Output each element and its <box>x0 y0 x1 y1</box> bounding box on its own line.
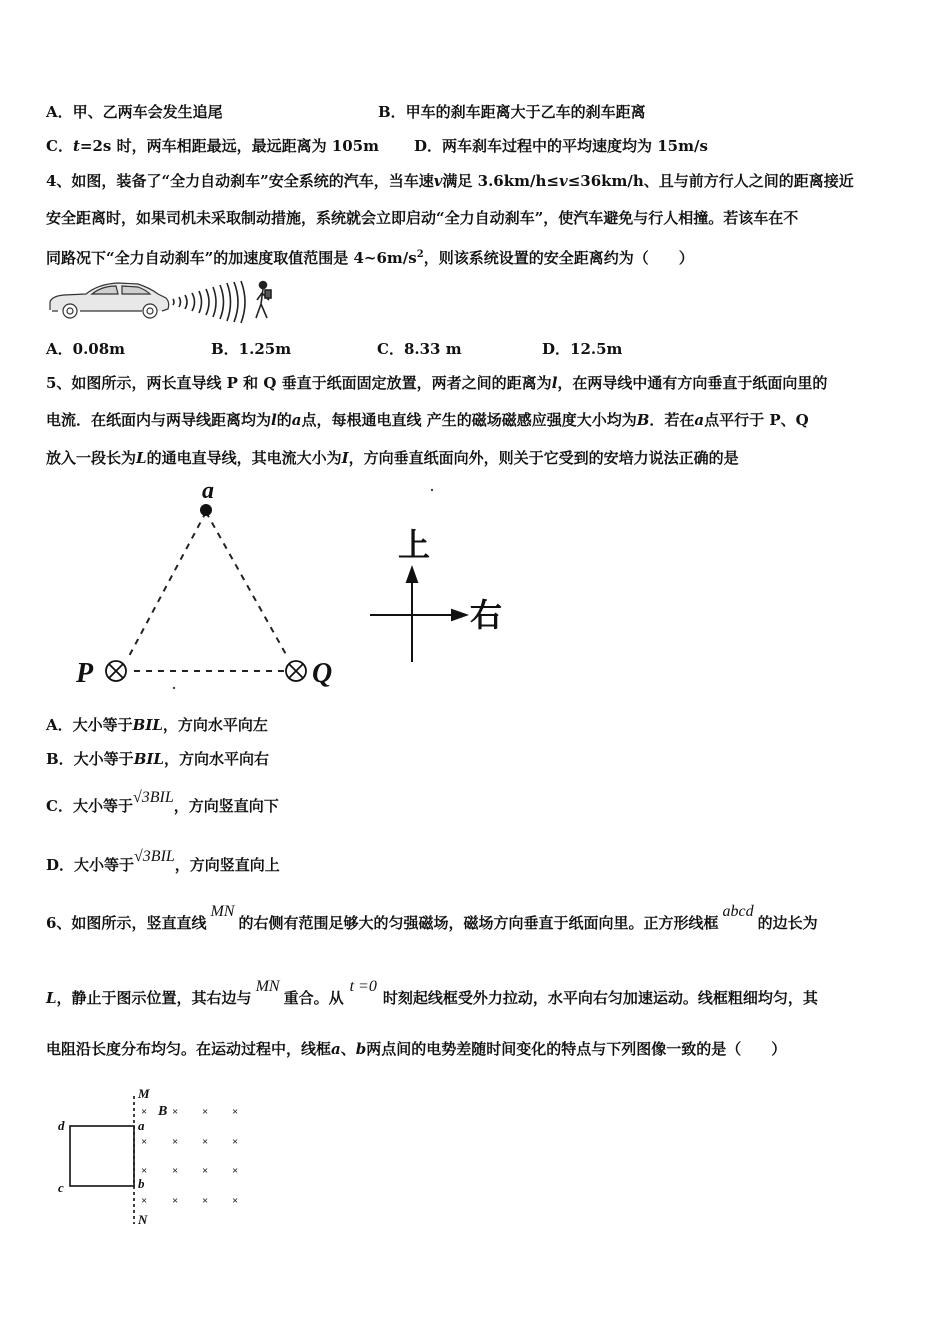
svg-text:×: × <box>202 1165 209 1177</box>
q3-option-c: C．t=2s 时，两车相距最远，最远距离为 105m <box>46 137 379 155</box>
svg-text:×: × <box>202 1106 209 1118</box>
wire-p-icon <box>106 661 126 681</box>
q5-option-c: C．大小等于√3BIL，方向竖直向下 <box>46 789 279 815</box>
label-p: P <box>76 658 94 689</box>
q3-option-a: A．甲、乙两车会发生追尾 <box>46 103 223 121</box>
label-up: 上 <box>398 527 431 563</box>
svg-text:×: × <box>232 1195 239 1207</box>
svg-text:×: × <box>202 1195 209 1207</box>
label-m: M <box>138 1086 150 1101</box>
q6-stem-line1: 6、如图所示，竖直直线MN的右侧有范围足够大的匀强磁场，磁场方向垂直于纸面向里。正方形线框abcd的边长为 <box>46 903 818 932</box>
q3-option-d: D．两车刹车过程中的平均速度均为 15m/s <box>414 137 708 155</box>
svg-text:×: × <box>172 1136 179 1148</box>
svg-text:×: × <box>172 1106 179 1118</box>
q6-stem-line3: 电阻沿长度分布均匀。在运动过程中，线框a、b两点间的电势差随时间变化的特点与下列图像一致的是（ ） <box>46 1040 787 1058</box>
pedestrian-icon <box>256 282 271 319</box>
svg-text:×: × <box>172 1195 179 1207</box>
label-c: c <box>58 1180 64 1195</box>
sqrt3-bil-formula: √3BIL <box>134 848 175 865</box>
q5-stem-line2: 电流．在纸面内与两导线距离均为l的a点，每根通电直线 产生的磁场磁感应强度大小均为B．若在a点平行于 P、Q <box>46 411 809 429</box>
q4-option-d: D．12.5m <box>542 340 623 358</box>
label-b-field: B <box>158 1104 168 1119</box>
svg-text:×: × <box>232 1136 239 1148</box>
point-a-dot <box>200 504 212 516</box>
svg-text:×: × <box>141 1165 148 1177</box>
q6-figure-loop-field <box>54 1082 254 1226</box>
svg-text:×: × <box>232 1165 239 1177</box>
q5-option-a: A．大小等于BIL，方向水平向左 <box>46 716 268 734</box>
svg-text:×: × <box>202 1136 209 1148</box>
wire-q-icon <box>286 661 306 681</box>
q4-option-c: C．8.33 m <box>377 340 462 358</box>
field-cross-marks <box>141 1106 238 1207</box>
svg-text:×: × <box>172 1165 179 1177</box>
q4-figure-car-pedestrian <box>46 276 281 324</box>
q4-option-a: A．0.08m <box>46 340 126 358</box>
sqrt3-bil-formula: √3BIL <box>132 789 174 806</box>
direction-axes <box>370 568 466 662</box>
q3-option-b: B．甲车的刹车距离大于乙车的刹车距离 <box>378 103 646 121</box>
q4-stem-line3: 同路况下“全力自动刹车”的加速度取值范围是 $4\sim 6m/s^2$，则该系统设置的安全距离约为（ ） <box>46 249 694 267</box>
signal-waves-icon <box>173 281 245 323</box>
q5-stem-line1: 5、如图所示，两长直导线 P 和 Q 垂直于纸面固定放置，两者之间的距离为l，在两导线中通有方向垂直于纸面向里的 <box>46 374 828 392</box>
q5-stem-line3: 放入一段长为L的通电直导线，其电流大小为I，方向垂直纸面向外，则关于它受到的安培力说法正确的是 <box>46 449 739 467</box>
label-n: N <box>138 1212 148 1226</box>
label-q: Q <box>312 658 333 689</box>
triangle-dashed <box>128 512 288 671</box>
svg-text:×: × <box>141 1195 148 1207</box>
svg-text:×: × <box>141 1106 148 1118</box>
q5-figure-wires <box>60 478 520 696</box>
q5-option-d: D．大小等于√3BIL，方向竖直向上 <box>46 848 280 874</box>
q4-stem-line2: 安全距离时，如果司机未采取制动措施，系统就会立即启动“全力自动刹车”，使汽车避免与行人相撞。若该车在不 <box>46 209 799 227</box>
label-b: b <box>138 1176 145 1191</box>
q6-stem-line2: L，静止于图示位置，其右边与MN重合。从t =0时刻起线框受外力拉动，水平向右匀加速运动。线框粗细均匀，其 <box>46 978 818 1007</box>
q4-option-b: B．1.25m <box>211 340 292 358</box>
q4-stem-line1: 4、如图，装备了“全力自动刹车”安全系统的汽车，当车速v满足 3.6km/h≤v≤36km/h、且与前方行人之间的距离接近 <box>46 172 854 190</box>
car-icon <box>50 283 169 318</box>
label-a: a <box>138 1118 145 1133</box>
label-d: d <box>58 1118 65 1133</box>
svg-text:×: × <box>232 1106 239 1118</box>
label-right: 右 <box>470 597 503 633</box>
label-a: a <box>202 478 214 504</box>
q5-option-b: B．大小等于BIL，方向水平向右 <box>46 750 269 768</box>
square-loop <box>70 1126 134 1186</box>
svg-text:×: × <box>141 1136 148 1148</box>
